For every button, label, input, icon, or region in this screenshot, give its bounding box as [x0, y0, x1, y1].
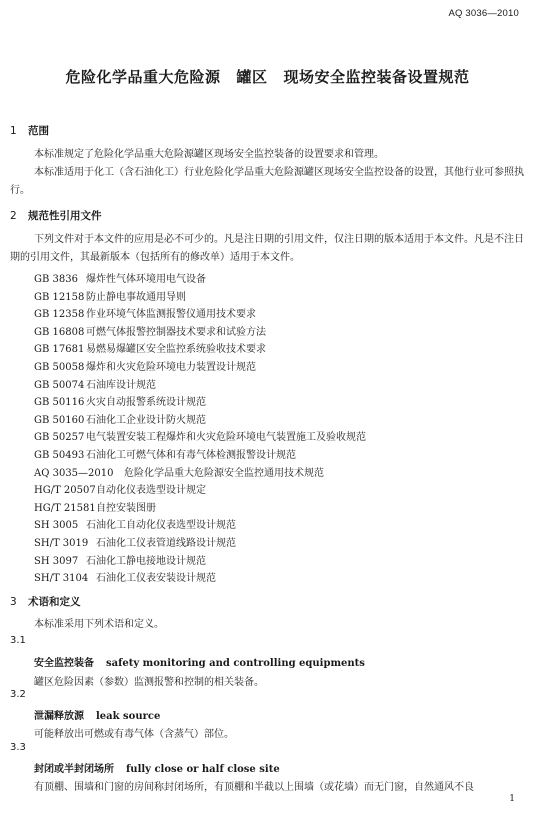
reference-title: 火灾自动报警系统设计规范 [86, 397, 206, 409]
term-heading: 封闭或半封闭场所 fully close or half close site [34, 764, 280, 775]
reference-title: 自控安装图册 [96, 502, 156, 514]
standard-code-header: AQ 3036—2010 [448, 8, 519, 19]
reference-title: 危险化学品重大危险源安全监控通用技术规范 [124, 467, 324, 479]
reference-item [34, 270, 206, 285]
term-number: 3.1 [10, 635, 26, 646]
reference-title: 石油化工可燃气体和有毒气体检测报警设计规范 [86, 450, 296, 461]
section-1-heading: 1 范围 [10, 125, 49, 137]
reference-title: 爆炸和火灾危险环境电力装置设计规范 [86, 362, 256, 373]
reference-code: GB 16808 [34, 326, 85, 338]
reference-code: GB 17681 [34, 344, 85, 356]
terms-intro: 本标准采用下列术语和定义。 [34, 619, 164, 630]
reference-title: 石油化工企业设计防火规范 [86, 414, 206, 426]
reference-item [34, 340, 266, 355]
reference-item [34, 552, 206, 567]
scope-paragraph-2: 本标准适用于化工（含石油化工）行业危险化学品重大危险源罐区现场安全监控设备的设置，其他行业可参照执行。 [10, 167, 524, 196]
reference-code: SH 3005 [34, 520, 79, 532]
reference-code: HG/T 20507 [34, 485, 96, 497]
title-part-2: 罐区 [236, 68, 268, 86]
reference-title: 石油化工静电接地设计规范 [86, 555, 206, 567]
reference-item [34, 464, 324, 479]
reference-code: SH/T 3019 [34, 538, 89, 549]
reference-item [34, 446, 296, 461]
reference-code: GB 50116 [34, 397, 85, 409]
reference-code: GB 50493 [34, 450, 85, 461]
reference-title: 可燃气体报警控制器技术要求和试验方法 [86, 326, 266, 338]
term-definition: 可能释放出可燃或有毒气体（含蒸气）部位。 [34, 729, 234, 740]
reference-code: SH 3097 [34, 555, 79, 567]
reference-code: GB 50257 [34, 432, 85, 444]
reference-item [34, 534, 236, 549]
reference-code: GB 3836 [34, 274, 78, 285]
document-title [0, 66, 535, 87]
section-2-heading: 2 规范性引用文件 [10, 210, 102, 222]
term-heading: 泄漏释放源 leak source [34, 711, 161, 722]
reference-item [34, 411, 206, 426]
reference-code: GB 50058 [34, 362, 85, 373]
reference-item [34, 376, 156, 391]
term-definition: 罐区危险因素（参数）监测报警和控制的相关装备。 [34, 677, 264, 688]
reference-title: 自动化仪表选型设计规定 [96, 485, 206, 497]
reference-item [34, 393, 206, 408]
reference-item [34, 569, 216, 584]
term-number: 3.2 [10, 689, 26, 700]
references-intro: 下列文件对于本文件的应用是必不可少的。凡是注日期的引用文件，仅注日期的版本适用于本文件。凡是不注日期的引用文件，其最新版本（包括所有的修改单）适用于本文件。 [10, 234, 524, 263]
term-definition: 有顶棚、围墙和门窗的房间称封闭场所，有顶棚和半截以上围墙（或花墙）而无门窗，自然通风不良 [34, 782, 474, 793]
reference-item [34, 428, 366, 443]
reference-code: HG/T 21581 [34, 502, 96, 514]
reference-item [34, 481, 206, 496]
reference-item [34, 288, 186, 303]
reference-item [34, 358, 256, 373]
reference-title: 电气装置安装工程爆炸和火灾危险环境电气装置施工及验收规范 [86, 432, 366, 444]
reference-code: AQ 3035—2010 [34, 467, 114, 479]
section-3-heading: 3 术语和定义 [10, 596, 81, 608]
reference-title: 石油化工仪表安装设计规范 [96, 573, 216, 585]
reference-title: 石油化工自动化仪表选型设计规范 [86, 520, 236, 532]
reference-title: 易燃易爆罐区安全监控系统验收技术要求 [86, 344, 266, 356]
reference-item [34, 305, 256, 320]
reference-code: GB 50160 [34, 414, 85, 426]
reference-title: 石油库设计规范 [86, 379, 156, 391]
title-part-1: 危险化学品重大危险源 [65, 68, 221, 86]
title-part-3: 现场安全监控装备设置规范 [283, 68, 470, 86]
reference-title: 防止静电事故通用导则 [86, 291, 186, 303]
reference-title: 石油化工仪表管道线路设计规范 [96, 538, 236, 549]
reference-item [34, 516, 236, 531]
scope-paragraph-1: 本标准规定了危险化学品重大危险源罐区现场安全监控装备的设置要求和管理。 [34, 149, 384, 160]
reference-code: GB 12158 [34, 291, 85, 303]
page-number: 1 [509, 794, 515, 804]
reference-title: 爆炸性气体环境用电气设备 [86, 274, 206, 285]
reference-code: GB 50074 [34, 379, 85, 391]
reference-item [34, 323, 266, 338]
reference-code: SH/T 3104 [34, 573, 89, 585]
reference-title: 作业环境气体监测报警仪通用技术要求 [86, 309, 256, 321]
reference-item [34, 499, 156, 514]
term-number: 3.3 [10, 742, 26, 753]
reference-code: GB 12358 [34, 309, 85, 321]
term-heading: 安全监控装备 safety monitoring and controlling equipments [34, 658, 365, 669]
